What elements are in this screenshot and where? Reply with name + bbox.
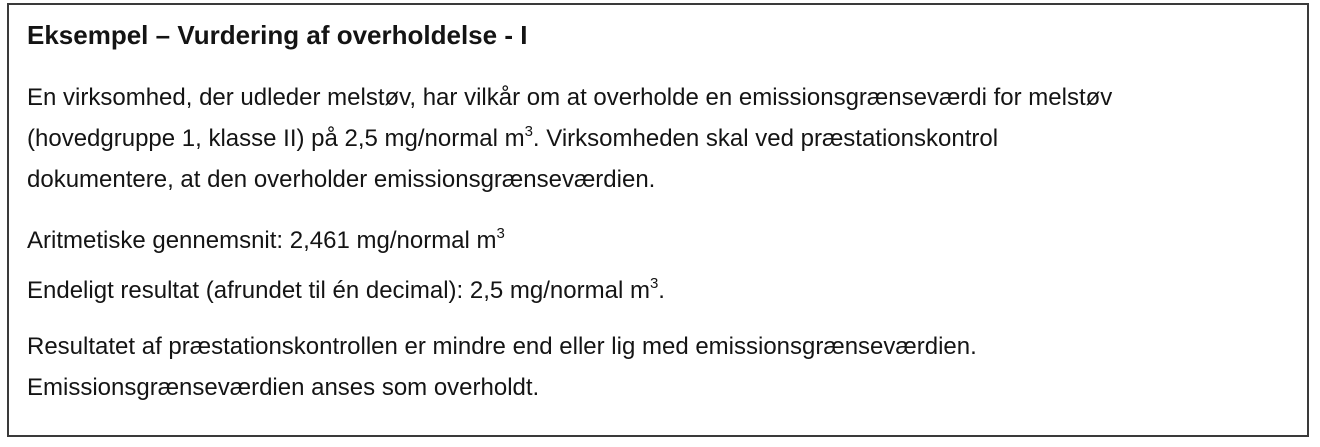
final-result-period: .: [658, 277, 665, 304]
description-paragraph: [27, 77, 1112, 200]
description-line-2-end: . Virksomheden skal ved præstationskontrol: [532, 125, 999, 152]
conclusion-line-2: Emissionsgrænseværdien anses som overholdt.: [27, 374, 540, 401]
description-line-3: dokumentere, at den overholder emissionsgrænseværdien.: [27, 166, 656, 193]
final-result-line: [27, 270, 665, 311]
conclusion-line-1: Resultatet af præstationskontrollen er mindre end eller lig med emissionsgrænseværdien.: [27, 333, 977, 360]
description-line-1: En virksomhed, der udleder melstøv, har vilkår om at overholde en emissionsgrænseværdi for melstøv: [27, 84, 1113, 111]
average-line: [27, 220, 505, 261]
unit-superscript: 3: [524, 123, 533, 140]
description-line-2: [27, 118, 1112, 159]
unit-superscript: 3: [496, 225, 505, 242]
description-line-2-start: (hovedgruppe 1, klasse II) på 2,5 mg/normal m: [27, 125, 525, 152]
example-title: Eksempel – Vurdering af overholdelse - I: [27, 20, 528, 50]
example-box: [7, 3, 1309, 437]
unit-superscript: 3: [649, 275, 659, 292]
final-result-text: Endeligt resultat (afrundet til én decimal): 2,5 mg/normal m: [27, 277, 650, 304]
conclusion-paragraph: [27, 326, 977, 408]
average-text: Aritmetiske gennemsnit: 2,461 mg/normal m: [27, 227, 497, 254]
